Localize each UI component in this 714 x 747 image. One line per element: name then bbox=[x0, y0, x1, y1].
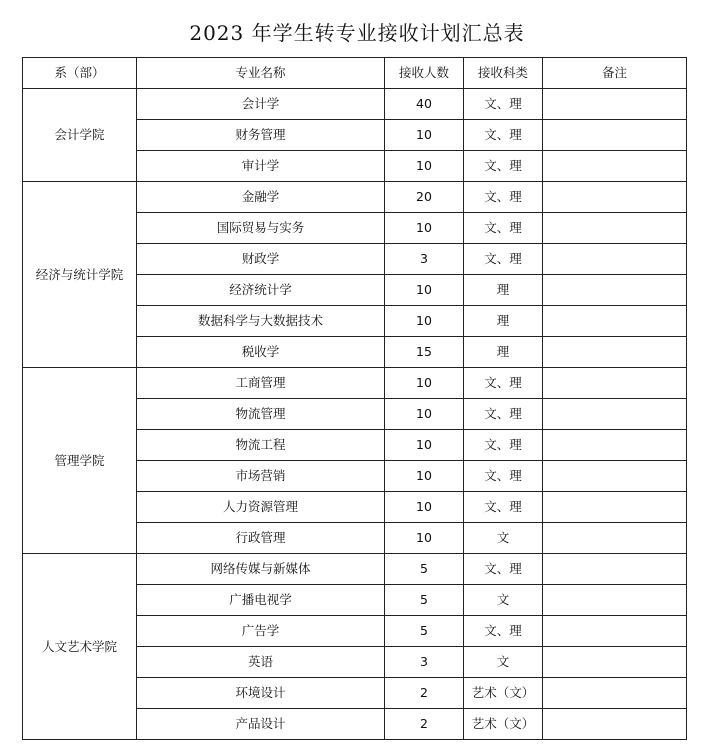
note-cell bbox=[543, 120, 687, 151]
quota-count-cell: 2 bbox=[385, 678, 464, 709]
major-name-cell: 审计学 bbox=[137, 151, 385, 182]
subject-category-cell: 文、理 bbox=[464, 368, 543, 399]
quota-count-cell: 10 bbox=[385, 492, 464, 523]
subject-category-cell: 文 bbox=[464, 647, 543, 678]
table-body bbox=[23, 89, 687, 740]
note-cell bbox=[543, 213, 687, 244]
note-cell bbox=[543, 430, 687, 461]
quota-count-cell: 5 bbox=[385, 554, 464, 585]
note-cell bbox=[543, 306, 687, 337]
subject-category-cell: 文、理 bbox=[464, 461, 543, 492]
note-cell bbox=[543, 182, 687, 213]
subject-category-cell: 文 bbox=[464, 523, 543, 554]
subject-category-cell: 文、理 bbox=[464, 89, 543, 120]
major-name-cell: 网络传媒与新媒体 bbox=[137, 554, 385, 585]
table-row bbox=[23, 89, 687, 120]
quota-count-cell: 10 bbox=[385, 151, 464, 182]
major-name-cell: 财务管理 bbox=[137, 120, 385, 151]
note-cell bbox=[543, 337, 687, 368]
major-name-cell: 人力资源管理 bbox=[137, 492, 385, 523]
major-name-cell: 物流管理 bbox=[137, 399, 385, 430]
note-cell bbox=[543, 678, 687, 709]
quota-count-cell: 10 bbox=[385, 368, 464, 399]
document-title: 2023 年学生转专业接收计划汇总表 bbox=[189, 21, 525, 45]
major-name-cell: 环境设计 bbox=[137, 678, 385, 709]
subject-category-cell: 文、理 bbox=[464, 151, 543, 182]
quota-count-cell: 10 bbox=[385, 430, 464, 461]
subject-category-cell: 艺术（文） bbox=[464, 709, 543, 740]
note-cell bbox=[543, 89, 687, 120]
note-cell bbox=[543, 461, 687, 492]
subject-category-cell: 文、理 bbox=[464, 213, 543, 244]
subject-category-cell: 文、理 bbox=[464, 430, 543, 461]
dept-name-cell: 经济与统计学院 bbox=[23, 182, 137, 368]
note-cell bbox=[543, 554, 687, 585]
quota-count-cell: 10 bbox=[385, 275, 464, 306]
header-note: 备注 bbox=[543, 58, 687, 89]
quota-count-cell: 10 bbox=[385, 213, 464, 244]
quota-count-cell: 15 bbox=[385, 337, 464, 368]
quota-count-cell: 10 bbox=[385, 306, 464, 337]
major-name-cell: 广告学 bbox=[137, 616, 385, 647]
note-cell bbox=[543, 368, 687, 399]
major-name-cell: 经济统计学 bbox=[137, 275, 385, 306]
quota-count-cell: 10 bbox=[385, 399, 464, 430]
quota-count-cell: 10 bbox=[385, 120, 464, 151]
quota-count-cell: 5 bbox=[385, 585, 464, 616]
subject-category-cell: 艺术（文） bbox=[464, 678, 543, 709]
table-row bbox=[23, 182, 687, 213]
major-name-cell: 国际贸易与实务 bbox=[137, 213, 385, 244]
major-name-cell: 财政学 bbox=[137, 244, 385, 275]
note-cell bbox=[543, 275, 687, 306]
major-name-cell: 税收学 bbox=[137, 337, 385, 368]
subject-category-cell: 文 bbox=[464, 585, 543, 616]
major-name-cell: 工商管理 bbox=[137, 368, 385, 399]
subject-category-cell: 文、理 bbox=[464, 182, 543, 213]
major-name-cell: 数据科学与大数据技术 bbox=[137, 306, 385, 337]
subject-category-cell: 理 bbox=[464, 306, 543, 337]
table-row bbox=[23, 554, 687, 585]
subject-category-cell: 理 bbox=[464, 337, 543, 368]
major-name-cell: 产品设计 bbox=[137, 709, 385, 740]
table-header-row bbox=[23, 58, 687, 89]
quota-count-cell: 10 bbox=[385, 523, 464, 554]
header-count: 接收人数 bbox=[385, 58, 464, 89]
note-cell bbox=[543, 244, 687, 275]
quota-count-cell: 40 bbox=[385, 89, 464, 120]
subject-category-cell: 理 bbox=[464, 275, 543, 306]
quota-count-cell: 2 bbox=[385, 709, 464, 740]
dept-name-cell: 管理学院 bbox=[23, 368, 137, 554]
subject-category-cell: 文、理 bbox=[464, 616, 543, 647]
major-name-cell: 市场营销 bbox=[137, 461, 385, 492]
subject-category-cell: 文、理 bbox=[464, 492, 543, 523]
note-cell bbox=[543, 585, 687, 616]
quota-count-cell: 20 bbox=[385, 182, 464, 213]
subject-category-cell: 文、理 bbox=[464, 244, 543, 275]
transfer-plan-table bbox=[22, 57, 687, 740]
subject-category-cell: 文、理 bbox=[464, 554, 543, 585]
major-name-cell: 物流工程 bbox=[137, 430, 385, 461]
subject-category-cell: 文、理 bbox=[464, 120, 543, 151]
dept-name-cell: 人文艺术学院 bbox=[23, 554, 137, 740]
note-cell bbox=[543, 399, 687, 430]
major-name-cell: 金融学 bbox=[137, 182, 385, 213]
major-name-cell: 行政管理 bbox=[137, 523, 385, 554]
quota-count-cell: 5 bbox=[385, 616, 464, 647]
table-row bbox=[23, 368, 687, 399]
quota-count-cell: 10 bbox=[385, 461, 464, 492]
major-name-cell: 会计学 bbox=[137, 89, 385, 120]
dept-name-cell: 会计学院 bbox=[23, 89, 137, 182]
header-major: 专业名称 bbox=[137, 58, 385, 89]
header-dept: 系（部） bbox=[23, 58, 137, 89]
note-cell bbox=[543, 151, 687, 182]
note-cell bbox=[543, 647, 687, 678]
quota-count-cell: 3 bbox=[385, 647, 464, 678]
subject-category-cell: 文、理 bbox=[464, 399, 543, 430]
quota-count-cell: 3 bbox=[385, 244, 464, 275]
note-cell bbox=[543, 709, 687, 740]
major-name-cell: 英语 bbox=[137, 647, 385, 678]
note-cell bbox=[543, 523, 687, 554]
header-subject: 接收科类 bbox=[464, 58, 543, 89]
major-name-cell: 广播电视学 bbox=[137, 585, 385, 616]
note-cell bbox=[543, 616, 687, 647]
note-cell bbox=[543, 492, 687, 523]
